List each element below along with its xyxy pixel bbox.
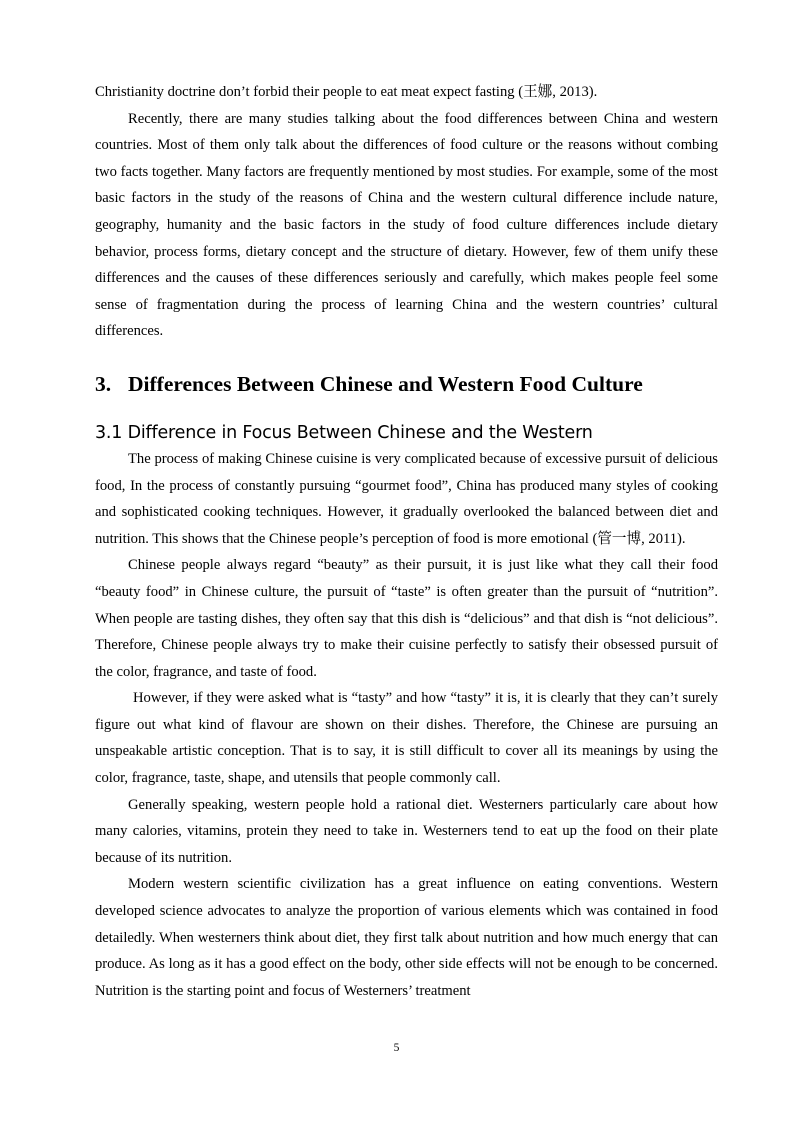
page-body (95, 79, 718, 1004)
paragraph-recent-studies: Recently, there are many studies talking about the food differences between China and western countries. Most of them only talk about the differences of food culture or the reasons without combing two facts together. Many factors are frequently mentioned by most studies. For example, some of the most basic factors in the study of the reasons of China and the western cultural difference include nature, geography, humanity and the basic factors in the study of food culture differences include dietary behavior, process forms, dietary concept and the structure of dietary. However, few of them unify these differences and the causes of these differences seriously and carefully, which makes people feel some sense of fragmentation during the process of learning China and the western countries’ cultural differences. (95, 110, 718, 340)
page-number: 5 (393, 1042, 400, 1054)
section-title: Differences Between Chinese and Western Food Culture (128, 371, 643, 396)
section-number: 3. (95, 371, 112, 396)
paragraph-tasty-question: However, if they were asked what is “tasty” and how “tasty” it is, it is clearly that they can’t surely figure out what kind of flavour are shown on their dishes. Therefore, the Chinese are pursuing an unspeakable artistic conception. That is to say, it is still difficult to cover all its meanings by using the color, fragrance, taste, shape, and utensils that people commonly call. (95, 690, 718, 787)
paragraph-beauty-pursuit: Chinese people always regard “beauty” as their pursuit, it is just like what they call their food “beauty food” in Chinese culture, the pursuit of “taste” is often greater than the pursuit of “nutrition”. When people are tasting dishes, they often say that this dish is “delicious” and that dish is “not delicious”. Therefore, Chinese people always try to make their cuisine perfectly to satisfy their obsessed pursuit of the color, fragrance, and taste of food. (95, 557, 718, 680)
paragraph-scientific-civilization: Modern western scientific civilization has a great influence on eating conventions. Western developed science advocates to analyze the proportion of various elements which was contained in food detailedly. When westerners think about diet, they first talk about nutrition and how much energy that can produce. As long as it has a good effect on the body, other side effects will not be enough to be concerned. Nutrition is the starting point and focus of Westerners’ treatment (95, 876, 718, 999)
subsection-heading: 3.1 Difference in Focus Between Chinese and the Western (95, 422, 593, 443)
paragraph-christianity: Christianity doctrine don’t forbid their people to eat meat expect fasting (王娜, 2013). (95, 84, 598, 100)
paragraph-chinese-cuisine: The process of making Chinese cuisine is very complicated because of excessive pursuit of delicious food, In the process of constantly pursuing “gourmet food”, China has produced many styles of cooking and sophisticated cooking techniques. However, it gradually overlooked the balanced between diet and nutrition. This shows that the Chinese people’s perception of food is more emotional (管一博, 2011). (95, 450, 718, 547)
section-heading (95, 370, 718, 398)
paragraph-rational-diet: Generally speaking, western people hold a rational diet. Westerners particularly care about how many calories, vitamins, protein they need to take in. Westerners tend to eat up the food on their plate because of its nutrition. (95, 796, 718, 866)
